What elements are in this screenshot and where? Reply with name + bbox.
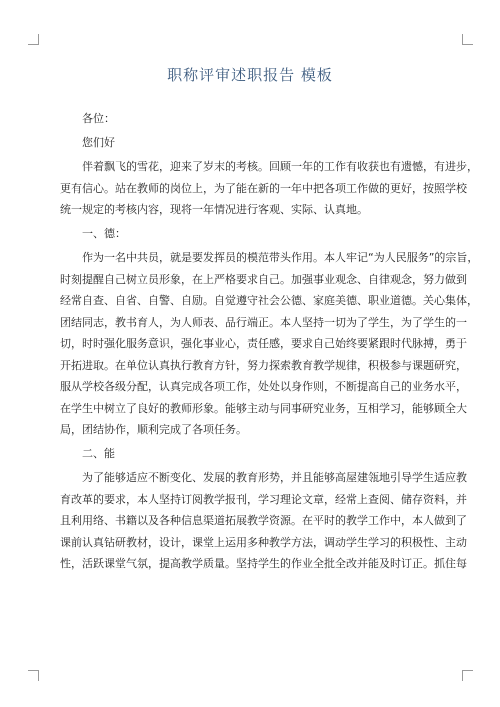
section-1-line: 服从学校各级分配，认真完成各项工作，处处以身作则，不断提高自己的业务水平， [60, 380, 467, 393]
section-1-line: 时刻提醒自己树立员形象，在上严格要求自己。加强事业观念、自律观念，努力做到 [60, 272, 467, 286]
section-2-line: 为了能够适应不断变化、发展的教育形势，并且能够高屋建瓴地引导学生适应教 [82, 471, 467, 484]
section-1-line: 开拓进取。在单位认真执行教育方针，努力探索教育教学规律，积极参与课题研究， [60, 358, 467, 372]
section-2-line: 且利用络、书籍以及各种信息渠道拓展教学资源。在平时的教学工作中，本人做到了 [60, 514, 467, 527]
section-2-heading: 二、能 [82, 447, 115, 460]
section-2-paragraph [60, 467, 467, 575]
section-1-paragraph [60, 247, 479, 441]
intro-line: 统一规定的考核内容，现将一年情况进行客观、实际、认真地。 [60, 203, 368, 216]
crop-mark-bottom-left [28, 670, 39, 681]
intro-line: 伴着飘飞的雪花，迎来了岁末的考核。回顾一年的工作有收获也有遗憾，有进步， [82, 160, 478, 173]
crop-mark-top-left [28, 34, 39, 45]
section-2-line: 课前认真钻研教材，设计，课堂上运用多种教学方法，调动学生学习的积极性、主动 [60, 535, 467, 549]
intro-line: 更有信心。站在教师的岗位上，为了能在新的一年中把各项工作做的更好，按照学校 [60, 181, 467, 195]
salutation-line-2: 您们好 [82, 136, 115, 149]
section-1-line: 在学生中树立了良好的教师形象。能够主动与同事研究业务，互相学习，能够顾全大 [60, 401, 467, 415]
intro-paragraph [60, 156, 478, 221]
salutation-line-1: 各位： [82, 112, 115, 125]
document-title: 职称评审述职报告 模板 [167, 66, 333, 84]
section-1-heading: 一、德： [82, 227, 126, 240]
section-2-line: 性，活跃课堂气氛，提高教学质量。坚持学生的作业全批全改并能及时订正。抓住每 [60, 557, 467, 570]
section-1-line: 切，时时强化服务意识，强化事业心，责任感，要求自己始终要紧跟时代脉搏，勇于 [60, 337, 467, 350]
crop-mark-top-right [462, 34, 473, 45]
section-1-line: 作为一名中共员，就是要发挥员的模范带头作用。本人牢记“为人民服务”的宗旨， [82, 251, 479, 264]
section-1-line: 团结同志，教书育人，为人师表、品行端正。本人坚持一切为了学生，为了学生的一 [60, 315, 467, 329]
section-1-line: 经常自查、自省、自警、自励。自觉遵守社会公德、家庭美德、职业道德。关心集体， [60, 294, 478, 307]
section-2-line: 育改革的要求，本人坚持订阅教学报刊，学习理论文章，经常上查阅、储存资料，并 [60, 492, 467, 506]
section-1-line: 局，团结协作，顺利完成了各项任务。 [60, 423, 247, 436]
crop-mark-bottom-right [462, 670, 473, 681]
document-body [60, 108, 479, 575]
